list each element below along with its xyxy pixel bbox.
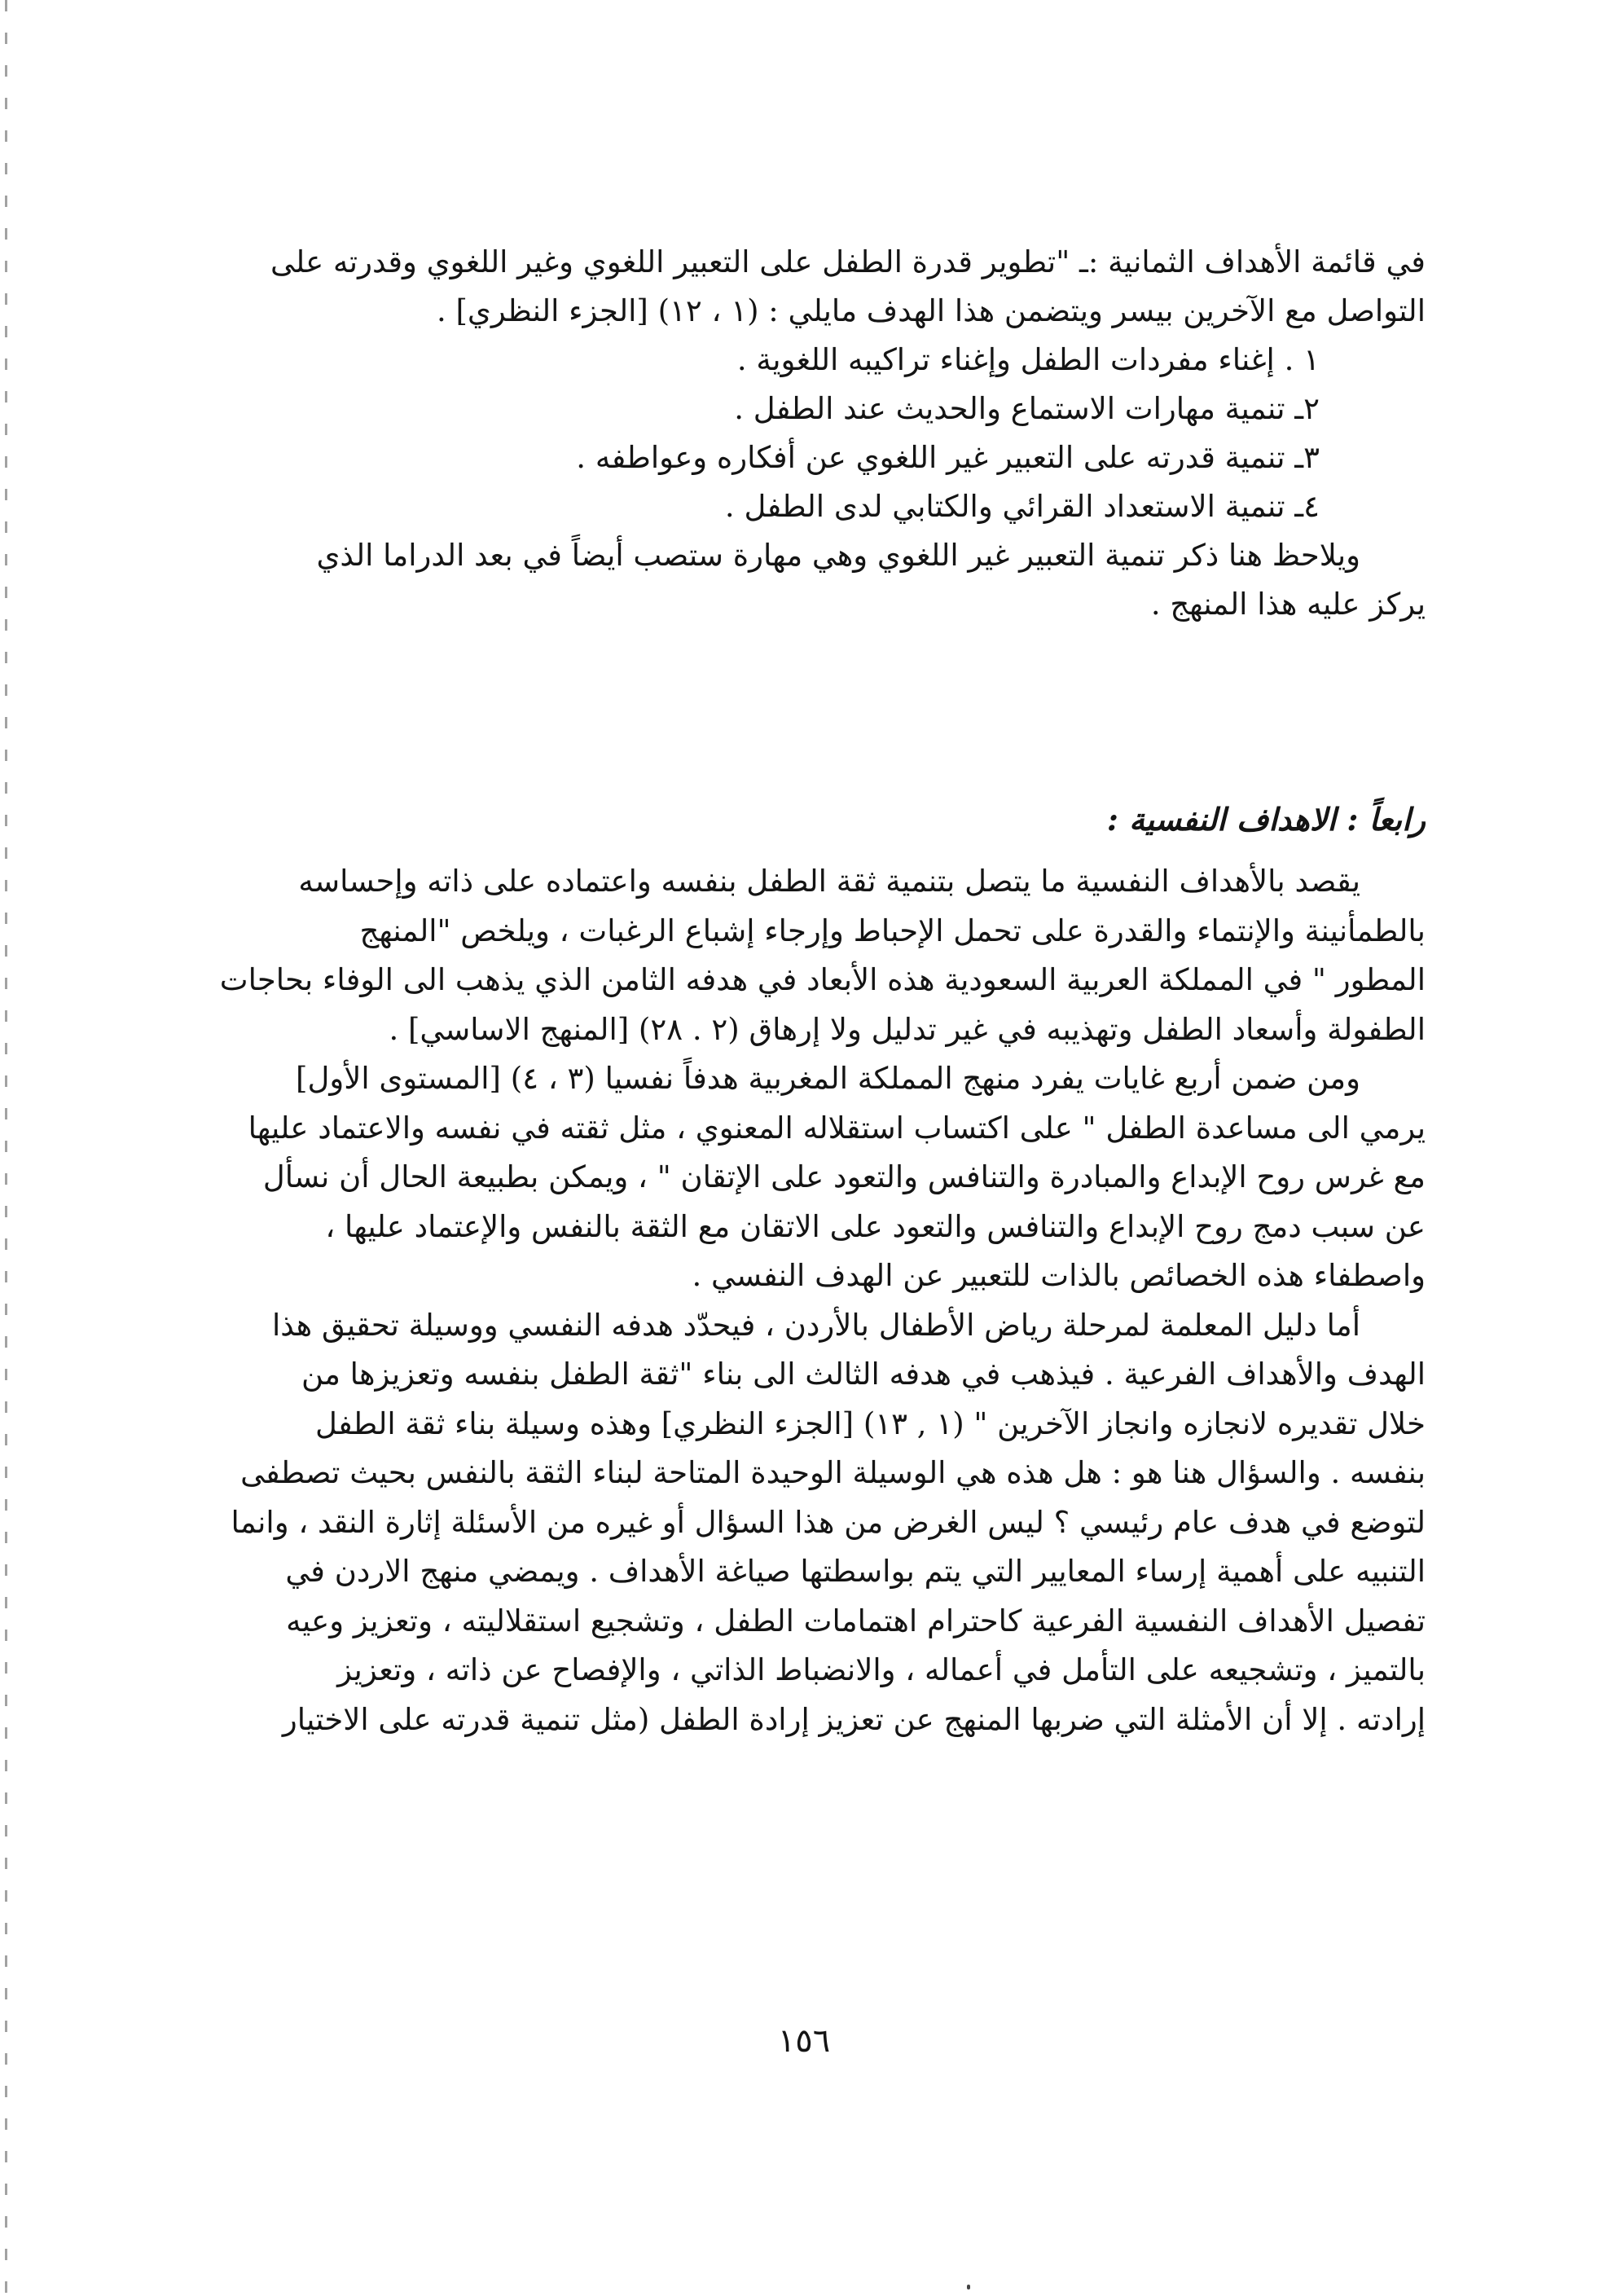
text-line: يرمي الى مساعدة الطفل " على اكتساب استقلاله المعنوي ، مثل ثقته في نفسه والاعتماد عليها — [248, 1110, 1426, 1146]
text-line: الطفولة وأسعاد الطفل وتهذيبه في غير تدليل ولا إرهاق (٢ . ٢٨) [المنهج الاساسي] . — [389, 1011, 1426, 1047]
text-line: في قائمة الأهداف الثمانية :ـ "تطوير قدرة الطفل على التعبير اللغوي وغير اللغوي وقدرته على — [270, 244, 1426, 279]
text-line: بالطمأنينة والإنتماء والقدرة على تحمل الإحباط وإرجاء إشباع الرغبات ، ويلخص "المنهج — [359, 913, 1426, 948]
text-line: ومن ضمن أربع غايات يفرد منهج المملكة المغربية هدفاً نفسيا (٣ ، ٤) [المستوى الأول] — [296, 1061, 1360, 1096]
scan-edge-shadow — [5, 0, 7, 2296]
text-line: التواصل مع الآخرين بيسر ويتضمن هذا الهدف مايلي : (١ ، ١٢) [الجزء النظري] . — [436, 293, 1426, 328]
list-item: ٤ـ تنمية الاستعداد القرائي والكتابي لدى الطفل . — [724, 489, 1320, 524]
text-line: بنفسه . والسؤال هنا هو : هل هذه هي الوسيلة الوحيدة المتاحة لبناء الثقة بالنفس بحيث تصطفى — [240, 1455, 1426, 1490]
list-item: ٢ـ تنمية مهارات الاستماع والحديث عند الطفل . — [734, 391, 1320, 426]
text-line: التنبيه على أهمية إرساء المعايير التي يتم بواسطتها صياغة الأهداف . ويمضي منهج الاردن في — [285, 1554, 1426, 1589]
text-line: إرادته . إلا أن الأمثلة التي ضربها المنهج عن تعزيز إرادة الطفل (مثل تنمية قدرته على الاختيار — [282, 1701, 1426, 1737]
intro-section — [167, 238, 1426, 629]
text-line: ويلاحظ هنا ذكر تنمية التعبير غير اللغوي وهي مهارة ستصب أيضاً في بعد الدراما الذي — [316, 538, 1360, 573]
page-number: ١٥٦ — [777, 2022, 831, 2060]
text-line: أما دليل المعلمة لمرحلة رياض الأطفال بالأردن ، فيحدّد هدفه النفسي ووسيلة تحقيق هذا — [271, 1307, 1360, 1343]
text-line: الهدف والأهداف الفرعية . فيذهب في هدفه الثالث الى بناء "ثقة الطفل بنفسه وتعزيزها من — [301, 1357, 1426, 1392]
psychological-goals-section — [167, 857, 1426, 1744]
text-line: بالتميز ، وتشجيعه على التأمل في أعماله ، والانضباط الذاتي ، والإفصاح عن ذاته ، وتعزيز — [337, 1652, 1426, 1687]
list-item: ٣ـ تنمية قدرته على التعبير غير اللغوي عن أفكاره وعواطفه . — [576, 440, 1320, 475]
section-heading: رابعاً : الاهداف النفسية : — [1106, 801, 1426, 838]
text-line: خلال تقديره لانجازه وانجاز الآخرين " (١ , ١٣) [الجزء النظري] وهذه وسيلة بناء ثقة الطفل — [315, 1405, 1426, 1441]
text-line: يركز عليه هذا المنهج . — [1150, 587, 1426, 622]
text-line: مع غرس روح الإبداع والمبادرة والتنافس والتعود على الإتقان " ، ويمكن بطبيعة الحال أن نسأل — [262, 1159, 1426, 1194]
text-line: تفصيل الأهداف النفسية الفرعية كاحترام اهتمامات الطفل ، وتشجيع استقلاليته ، وتعزيز وعيه — [286, 1603, 1426, 1638]
text-line: عن سبب دمج روح الإبداع والتنافس والتعود على الاتقان مع الثقة بالنفس والإعتماد عليها ، — [325, 1208, 1426, 1244]
text-line: يقصد بالأهداف النفسية ما يتصل بتنمية ثقة الطفل بنفسه واعتماده على ذاته وإحساسه — [298, 864, 1360, 899]
scan-speck — [967, 2285, 970, 2289]
text-line: واصطفاء هذه الخصائص بالذات للتعبير عن الهدف النفسي . — [692, 1258, 1426, 1293]
text-line: لتوضع في هدف عام رئيسي ؟ ليس الغرض من هذا السؤال أو غيره من الأسئلة إثارة النقد ، وانما — [231, 1504, 1426, 1540]
list-item: ١ . إغناء مفردات الطفل وإغناء تراكيبه اللغوية . — [736, 342, 1320, 377]
text-line: المطور " في المملكة العربية السعودية هذه الأبعاد في هدفه الثامن الذي يذهب الى الوفاء بحاجات — [219, 962, 1426, 997]
